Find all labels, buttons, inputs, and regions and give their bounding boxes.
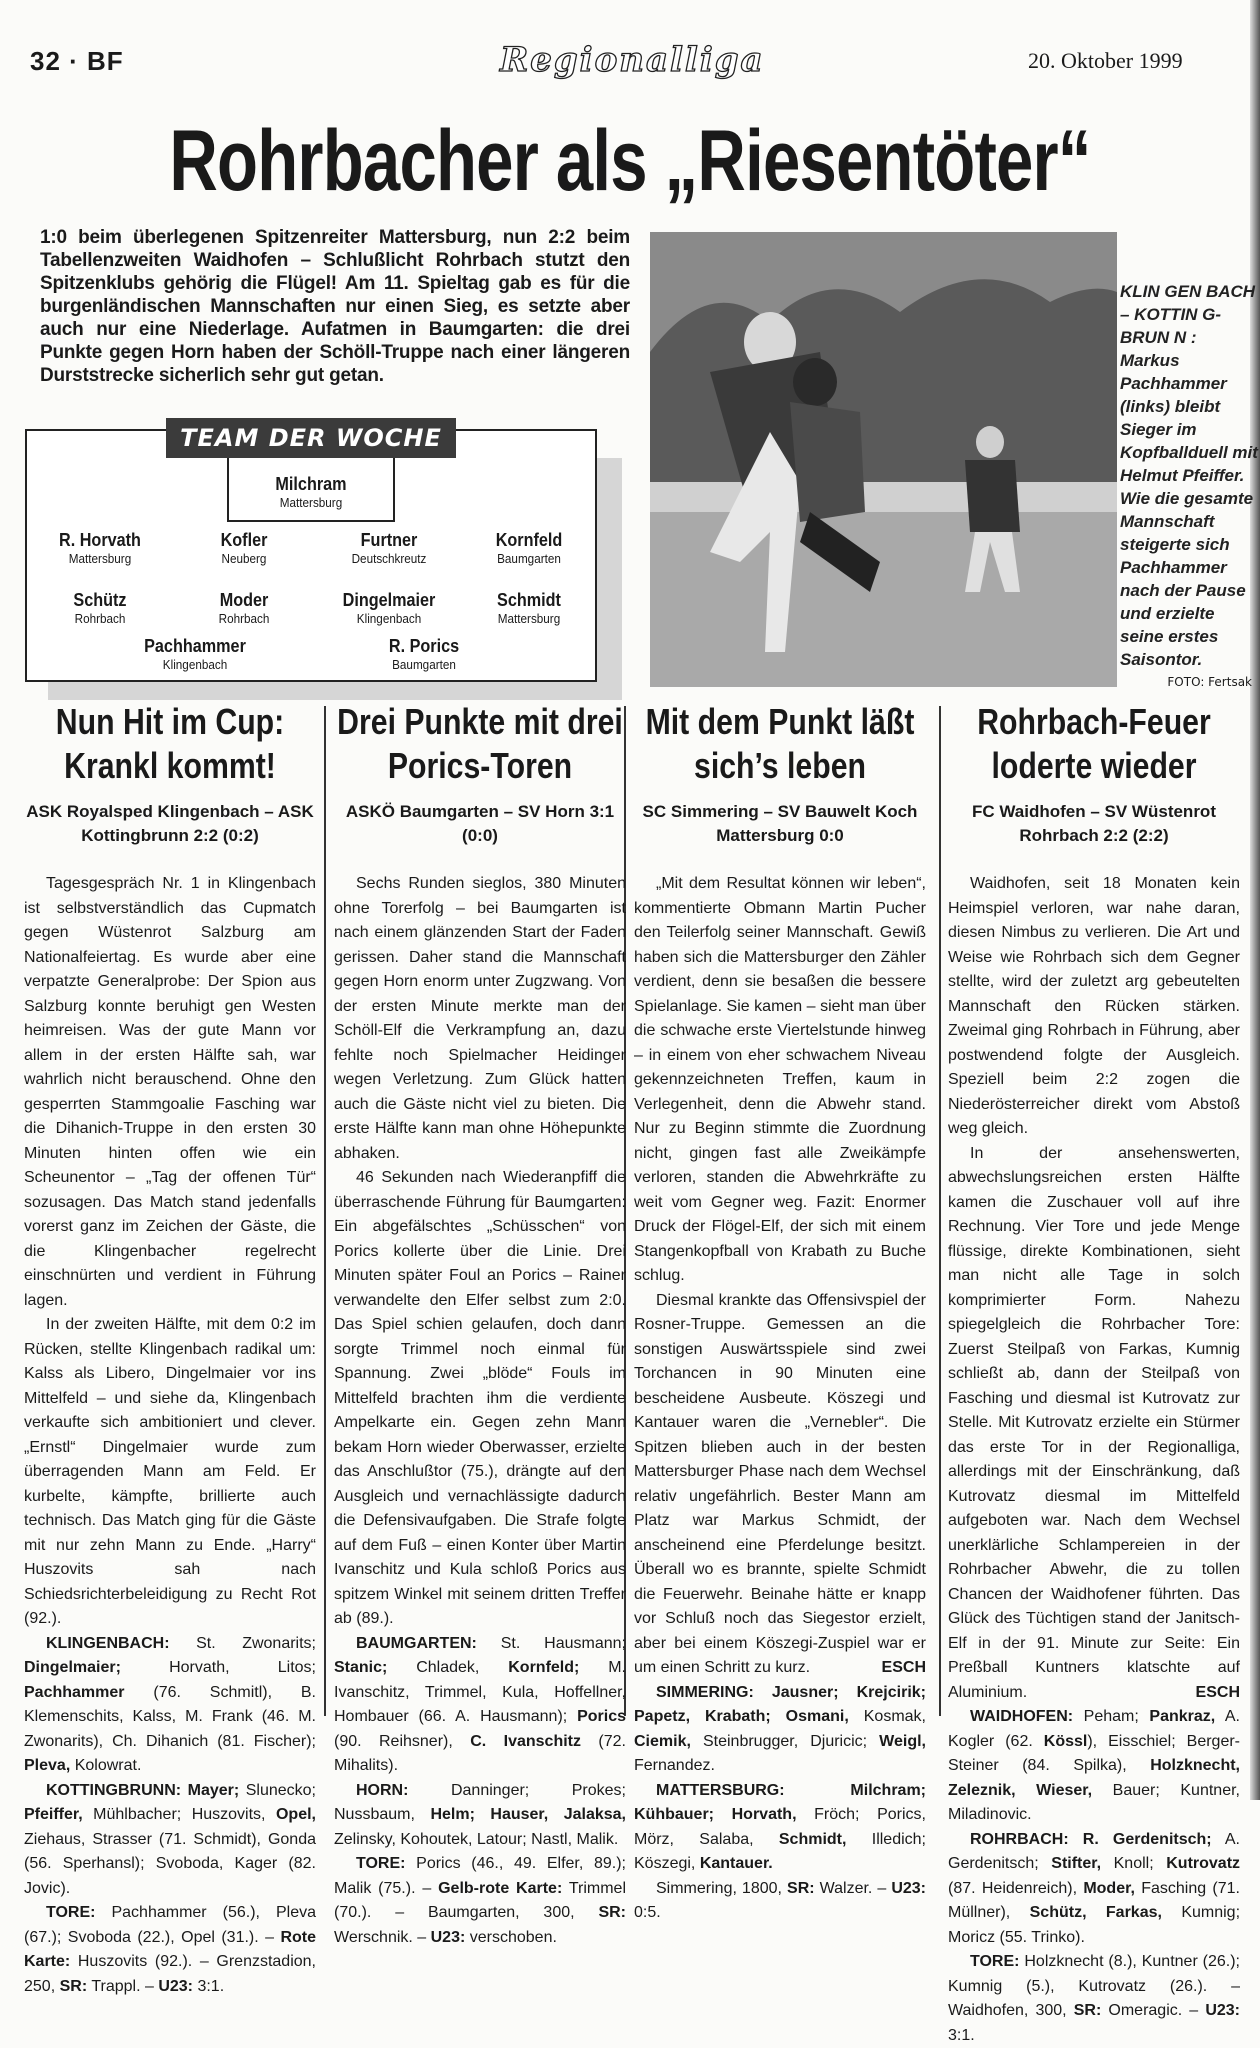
article-subhead: ASKÖ Baumgarten – SV Horn 3:1 (0:0) — [345, 802, 615, 845]
photo-caption: KLIN GEN BACH – KOTTIN G-BRUN N : Markus Pachhammer (links) bleibt Sieger im Kopfballduell mit Helmut Pfeiffer. Wie die gesamte Mannschaft steigerte sich Pachhammer nach der Pause und erzielte seine erstes Saisontor. — [1120, 282, 1258, 669]
text-run: Kolowrat. — [70, 1757, 142, 1774]
text-run: Omeragic. – — [1101, 2002, 1206, 2019]
text-run: Pankraz, — [1149, 1708, 1216, 1725]
player-club: Neuberg — [221, 551, 267, 566]
text-run: SR: — [598, 1904, 626, 1921]
article-paragraph — [634, 1289, 926, 1681]
player-club: Klingenbach — [162, 657, 228, 672]
player-name: Schmidt — [497, 590, 561, 610]
player-name: Milchram — [275, 474, 347, 494]
main-headline: Rohrbacher als „Riesentöter“ — [169, 113, 1091, 209]
player-name: R. Horvath — [59, 530, 141, 550]
article-paragraph — [948, 1828, 1240, 1951]
text-run: Pachhammer (56.), Pleva (67.); Svoboda (22.), Opel (31.). – — [24, 1904, 316, 1946]
text-run: Schütz, Farkas, — [1029, 1904, 1162, 1921]
text-run: Porics (46., 49. Elfer, 89.); Malik (75.). – — [334, 1855, 626, 1897]
text-run: Walzer. – — [814, 1879, 892, 1897]
team-of-week-title: TEAM DER WOCHE — [166, 418, 456, 458]
photo-caption-block — [1120, 280, 1260, 689]
article-subhead: ASK Royalsped Klingenbach – ASK Kottingbrunn 2:2 (0:2) — [26, 802, 314, 845]
text-run: TORE: — [46, 1904, 96, 1921]
football-players-illustration — [650, 232, 1117, 687]
player-club: Mattersburg — [497, 611, 561, 626]
player-name: Kofler — [220, 530, 268, 550]
text-run: Huszovits (92.). – Grenzstadion, 250, — [24, 1953, 316, 1995]
article — [634, 700, 926, 1926]
article-paragraph — [334, 1166, 626, 1632]
text-run: Illedich; Köszegi, — [634, 1830, 926, 1872]
text-run: Fröch; Porics, Mörz, Salaba, — [634, 1806, 926, 1848]
text-run: Gelb-rote Karte: — [438, 1879, 563, 1897]
page-number: 32 · BF — [30, 46, 124, 76]
text-run: 3:1. — [948, 2026, 975, 2044]
text-run: Pachhammer — [24, 1683, 125, 1701]
text-run: TORE: — [970, 1953, 1020, 1970]
text-run: Kornfeld; — [508, 1659, 580, 1676]
text-run: Fasching (71. Müllner), — [948, 1879, 1240, 1921]
article-body — [948, 872, 1240, 2048]
player-name: R. Porics — [388, 636, 460, 656]
text-run: KLINGENBACH: — [46, 1634, 170, 1652]
text-run: St. Zwonarits; — [169, 1634, 316, 1652]
text-run: KOTTINGBRUNN: Mayer; — [46, 1781, 240, 1799]
text-run: Opel, — [275, 1806, 316, 1823]
player-name: Moder — [219, 590, 269, 610]
article-headline: Rohrbach-Feuer loderte wieder — [977, 701, 1211, 786]
page-edge-shadow — [1250, 0, 1260, 1800]
text-run: U23: — [891, 1879, 927, 1897]
match-photo — [650, 232, 1117, 687]
text-run: In der ansehenswerten, abwechslungsreichen ersten Hälfte kamen die Zuschauer voll auf ihre Rechnung. Vier Tore und jede Menge flüssige, direkte Kombinationen, sieht man nicht alle Tage in solch komprimierter Form. Nahezu spiegelgleich die Rohrbacher Tore: Zuerst Steilpaß von Farkas, Kumnig schließt ab, dann der Steilpaß von Fasching und diesmal ist Kutrovatz zur Stelle. Mit Kutrovatz erzielte ein Stürmer das erste Tor in der Regionalliga, allerdings mit der Einschränkung, daß Kutrovatz diesmal im Mittelfeld aufgeboten war. Nach dem Wechsel unerklärliche Schlampereien in der Rohrbacher Abwehr, die zu tollen Chancen der Waidhofener führten. Das Glück des Tüchtigen stand der Janitsch-Elf in der 91. Minute zur Seite: Ein Preßball Kuntners klatschte auf Aluminium. — [948, 1144, 1240, 1701]
text-run: HORN: — [356, 1781, 409, 1799]
player-club: Baumgarten — [497, 551, 561, 566]
text-run: Pfeiffer, — [24, 1806, 83, 1823]
article-paragraph — [948, 1142, 1240, 1706]
text-run: In der zweiten Hälfte, mit dem 0:2 im Rücken, stellte Klingenbach radikal um: Kalss als Libero, Dingelmaier vor ins Mittelfeld – und siehe da, Klingenbach verkaufte sich ambitioniert und clever. „Ernstl“ Dingelmaier wurde zum überragenden Mann am Feld. Er kurbelte, kämpfte, brillierte auch technisch. Das Match ging für die Gäste mit nur zehn Mann zu Ende. „Harry“ Huszovits sah nach Schiedsrichterbeleidigung zu Recht Rot (92.). — [24, 1316, 316, 1627]
article — [948, 700, 1240, 2048]
text-run: Holzknecht, Zeleznik, Wieser, — [948, 1757, 1240, 1799]
text-run: Slunecko; — [239, 1781, 316, 1799]
text-run: Pleva, — [24, 1757, 71, 1774]
text-run: U23: — [430, 1928, 466, 1946]
text-run: Dingelmaier; — [24, 1659, 121, 1676]
article-paragraph — [634, 1779, 926, 1877]
article — [334, 700, 626, 1950]
text-run: Holzknecht (8.), Kuntner (26.); Kumnig (5.), Kutrovatz (26.). – Waidhofen, 300, — [948, 1953, 1240, 2019]
text-run: ROHRBACH: R. Gerdenitsch; — [970, 1830, 1212, 1848]
text-run: Weigl, — [879, 1732, 926, 1750]
text-run: C. Ivanschitz — [470, 1732, 581, 1750]
column-divider — [324, 706, 326, 1716]
text-run: „Mit dem Resultat können wir leben“, kommentierte Obmann Martin Pucher den Teilerfolg seiner Mannschaft. Gewiß haben sich die Mattersburger den Zähler verdient, denn sie besaßen die bessere Spielanlage. Sie kamen – sieht man über die schwache erste Viertelstunde hinweg – in einem von eher schwachem Niveau gekennzeichneten Treffen, kaum in Verlegenheit, denn die Abwehr stand. Nur zu Beginn stimmte die Zuordnung nicht, gingen fast alle Zweikämpfe verloren, standen die Abwehrkräfte zu weit vom Gegner weg. Fazit: Enormer Druck der Flögel-Elf, der sich mit einem Stangenkopfball von Krabath zu Buche schlug. — [634, 875, 926, 1284]
team-player — [439, 590, 619, 626]
article-paragraph — [634, 872, 926, 1289]
text-run: Waidhofen, seit 18 Monaten kein Heimspiel verloren, war nahe daran, diesen Nimbus zu verlieren. Die Art und Weise wie Rohrbach sich dem Gegner stellte, wird der zuletzt arg gebeutelten Mannschaft den Rücken stärken. Zweimal ging Rohrbach in Führung, aber postwendend folgte der Ausgleich. Speziell beim 2:2 zogen die Niederösterreicher direkt vom Abstoß weg gleich. — [948, 875, 1240, 1137]
player-name: Schütz — [73, 590, 127, 610]
text-run: Ciemik, — [634, 1732, 691, 1750]
text-run: Kosmak, — [848, 1708, 926, 1725]
text-run: (76. Schmitl), B. Klemenschits, Kalss, M. Frank (46. M. Zwonarits), Ch. Dihanich (81. Fischer); — [24, 1683, 316, 1750]
text-run: Kössl — [1043, 1732, 1088, 1750]
text-run: Trimmel (70.). – Baumgarten, 300, — [334, 1879, 626, 1921]
text-run: Chladek, — [387, 1659, 509, 1676]
article-paragraph — [634, 1877, 926, 1926]
issue-date: 20. Oktober 1999 — [1028, 48, 1183, 73]
team-player — [105, 636, 285, 672]
text-run: MATTERSBURG: Milchram; Kühbauer; Horvath, — [634, 1781, 926, 1823]
article-subhead: SC Simmering – SV Bauwelt Koch Mattersburg 0:0 — [642, 802, 918, 845]
text-run: St. Hausmann; — [476, 1634, 626, 1652]
article-body — [634, 872, 926, 1926]
article-paragraph — [634, 1681, 926, 1779]
player-club: Rohrbach — [74, 611, 126, 626]
article-paragraph — [948, 872, 1240, 1142]
text-run: Moder, — [1083, 1879, 1135, 1897]
text-run: Knoll; — [1101, 1855, 1167, 1872]
photo-credit: FOTO: Fertsak — [1167, 675, 1252, 689]
text-run: Helm; Hauser, Jalaksa, — [430, 1806, 626, 1823]
text-run: U23: — [158, 1977, 193, 1995]
text-run: Kutrovatz — [1166, 1855, 1241, 1872]
text-run: Zelinsky, Kohoutek, Latour; Nastl, Malik. — [334, 1830, 619, 1848]
player-name: Dingelmaier — [342, 590, 436, 610]
text-run: Diesmal krankte das Offensivspiel der Rosner-Truppe. Gemessen an die sonstigen Auswärtsspiele sind zwei Torchancen in 90 Minuten eine bescheidene Ausbeute. Köszegi und Kantauer waren die „Vernebler“. Die Spitzen blieben auch in der besten Mattersburger Phase nach dem Wechsel relativ ungefährlich. Bester Mann am Platz war Markus Schmidt, der anscheinend eine Pferdelunge besitzt. Überall wo es brannte, spielte Schmidt die Feuerwehr. Beinahe hätte er knapp vor Schluß noch das Siegestor erzielt, aber bei einem Köszegi-Zuspiel war er um einen Schritt zu kurz. — [634, 1291, 926, 1676]
column-divider — [939, 706, 941, 1716]
text-run: SR: — [787, 1879, 815, 1897]
article-body — [24, 872, 316, 1999]
text-run: Kumnig; Moricz (55. Trinko). — [948, 1904, 1241, 1946]
article-paragraph — [24, 1779, 316, 1902]
text-run: Mühlbacher; Huszovits, — [82, 1806, 276, 1823]
text-run: SR: — [1073, 2002, 1102, 2019]
player-name: Kornfeld — [495, 530, 563, 550]
author-signature: ESCH — [881, 1659, 926, 1676]
player-club: Rohrbach — [218, 611, 270, 626]
author-signature: ESCH — [1195, 1683, 1240, 1701]
article-paragraph — [24, 1313, 316, 1632]
text-run: SIMMERING: Jausner; Krejcirik; Papetz, Krabath; Osmani, — [634, 1683, 926, 1725]
text-run: 3:1. — [193, 1977, 225, 1995]
text-run: U23: — [1205, 2002, 1241, 2019]
text-run: Rote Karte: — [24, 1928, 316, 1970]
player-name: Pachhammer — [144, 636, 246, 656]
text-run: 0:5. — [634, 1904, 661, 1921]
article-subhead: FC Waidhofen – SV Wüstenrot Rohrbach 2:2 (2:2) — [972, 802, 1216, 845]
text-run: M. Ivanschitz, Trimmel, Kula, Hoffellner, Hombauer (66. A. Hausmann); — [334, 1659, 627, 1725]
text-run: Kantauer. — [699, 1855, 773, 1872]
text-run: Danninger; Prokes; Nussbaum, — [334, 1781, 626, 1823]
article-paragraph — [948, 1950, 1240, 2048]
article-paragraph — [948, 1705, 1240, 1828]
text-run: BAUMGARTEN: — [356, 1634, 477, 1652]
text-run: Porics — [577, 1708, 626, 1725]
article-paragraph — [334, 1852, 626, 1950]
text-run: Werschnik. – — [334, 1928, 431, 1946]
text-run: (87. Heidenreich), — [948, 1879, 1084, 1897]
text-run: Peham; — [1073, 1708, 1150, 1725]
team-player — [334, 636, 514, 672]
text-run: (72. Mihalits). — [334, 1732, 626, 1774]
text-run: Sechs Runden sieglos, 380 Minuten ohne Torerfolg – bei Baumgarten ist nach einem glänzenden Start der Faden gerissen. Daher stand die Mannschaft gegen Horn enorm unter Zugzwang. Von der ersten Minute merkte man der Schöll-Elf die Verkrampfung an, dazu fehlte noch Spielmacher Heidinger wegen Verletzung. Zum Glück hatten auch die Gäste nicht viel zu bieten. Die erste Hälfte kann man ohne Höhepunkte abhaken. — [334, 875, 626, 1162]
article-headline: Nun Hit im Cup: Krankl kommt! — [55, 701, 285, 786]
text-run: ), Eisschiel; Berger-Steiner (84. Spilka), — [948, 1732, 1240, 1774]
article-paragraph — [24, 1901, 316, 1999]
lede-paragraph: 1:0 beim überlegenen Spitzenreiter Mattersburg, nun 2:2 beim Tabellenzweiten Waidhofen – Schlußlicht Rohrbach stutzt den Spitzenklubs gehörig die Flügel! Am 11. Spieltag gab es für die burgenländischen Mannschaften nur einen Sieg, es setzte aber auch nur eine Niederlage. Aufatmen in Baumgarten: die drei Punkte gegen Horn haben der Schöll-Truppe nach einer längeren Durststrecke sicherlich sehr gut getan. — [40, 227, 630, 386]
player-club: Mattersburg — [68, 551, 132, 566]
player-club: Klingenbach — [356, 611, 422, 626]
player-club: Deutschkreutz — [351, 551, 427, 566]
section-title: Regionalliga — [500, 40, 765, 80]
article-headline: Drei Punkte mit drei Porics-Toren — [337, 701, 623, 786]
text-run: SR: — [59, 1977, 88, 1995]
team-player — [439, 530, 619, 566]
text-run: Simmering, 1800, — [656, 1879, 788, 1897]
text-run: Horvath, Litos; — [120, 1659, 316, 1676]
text-run: Trappl. – — [87, 1977, 159, 1995]
text-run: Fernandez. — [634, 1757, 715, 1774]
player-name: Furtner — [360, 530, 418, 550]
text-run: TORE: — [356, 1855, 406, 1872]
article-paragraph — [24, 872, 316, 1313]
article-paragraph — [334, 1632, 626, 1779]
text-run: Bauer; Kuntner, Miladinovic. — [948, 1781, 1240, 1823]
player-club: Baumgarten — [392, 657, 456, 672]
text-run: A. Gerdenitsch; — [948, 1830, 1240, 1872]
text-run: WAIDHOFEN: — [970, 1708, 1074, 1725]
text-run: Stanic; — [334, 1659, 388, 1676]
text-run: Schmidt, — [778, 1830, 847, 1848]
text-run: Tagesgespräch Nr. 1 in Klingenbach ist selbstverständlich das Cupmatch gegen Wüstenrot Salzburg am Nationalfeiertag. Es wurde aber eine verpatzte Generalprobe: Der Spion aus Salzburg konnte beruhigt gen Westen heimreisen. Was der gute Mann vor allem in der ersten Hälfte sah, war wahrlich nicht berauschend. Ohne den gesperrten Stammgoalie Fasching war die Dihanich-Truppe in den ersten 30 Minuten hinten offen wie ein Scheunentor – „Tag der offenen Tür“ sozusagen. Das Match stand jedenfalls vorerst ganz im Zeichen der Gäste, die die Klingenbacher regelrecht einschnürten und verdient in Führung lagen. — [24, 875, 316, 1309]
text-run: Ziehaus, Strasser (71. Schmidt), Gonda (56. Sperhansl); Svoboda, Kager (82. Jovic). — [24, 1830, 316, 1897]
text-run: A. Kogler (62. — [948, 1708, 1241, 1750]
team-player — [221, 474, 401, 510]
article-paragraph — [334, 872, 626, 1166]
text-run: 46 Sekunden nach Wiederanpfiff die überraschende Führung für Baumgarten: Ein abgefälschtes „Schüsschen“ von Porics kollerte über die Linie. Drei Minuten später Foul an Porics – Rainer verwandelte den Elfer selbst zum 2:0. Das Spiel schien gelaufen, doch dann sorgte Trimmel noch einmal für Spannung. Zwei „blöde“ Fouls im Mittelfeld brachten ihm die verdiente Ampelkarte ein. Gegen zehn Mann bekam Horn wieder Oberwasser, erzielte das Anschlußtor (75.), drängte auf den Ausgleich und vernachlässigte dadurch die Defensivaufgaben. Die Strafe folgte auf dem Fuß – einen Konter über Martin Ivanschitz und Kula schloß Porics aus spitzem Winkel mit seinem dritten Treffer ab (89.). — [334, 1169, 626, 1627]
text-run: Steinbrugger, Djuricic; — [690, 1732, 880, 1750]
text-run: Stifter, — [1051, 1855, 1102, 1872]
article-body — [334, 872, 626, 1950]
article — [24, 700, 316, 1999]
text-run: verschoben. — [465, 1928, 557, 1946]
article-headline: Mit dem Punkt läßt sich’s leben — [645, 701, 915, 786]
player-club: Mattersburg — [279, 495, 343, 510]
article-paragraph — [334, 1779, 626, 1853]
text-run: (90. Reihsner), — [334, 1732, 471, 1750]
article-paragraph — [24, 1632, 316, 1779]
